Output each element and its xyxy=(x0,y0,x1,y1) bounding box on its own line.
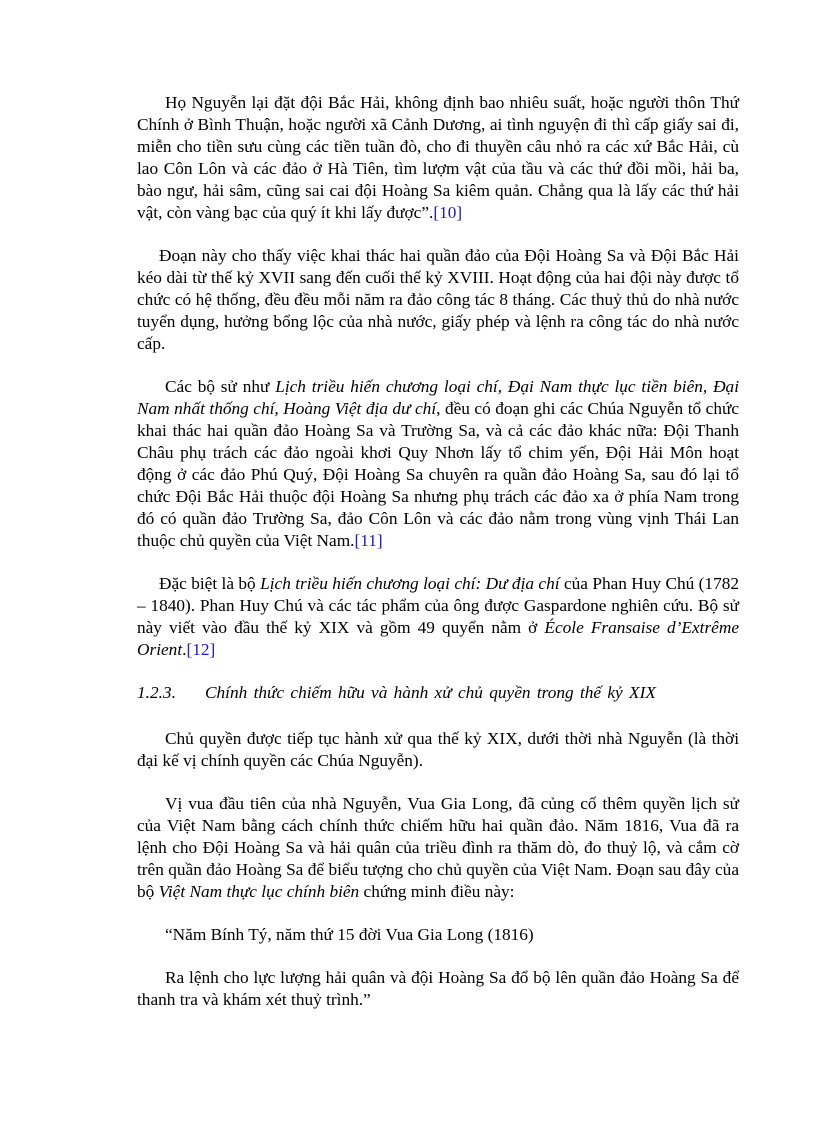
paragraph-text: của Phan Huy Chú (1782 – 1840). Phan Huy Chú và các tác phẩm của ông được Gaspardone nghiên cứu. Bộ sử này viết vào đầu thế kỷ XIX và gồm 49 quyển nằm ở xyxy=(137,574,739,637)
paragraph-text: Vị vua đầu tiên của nhà Nguyễn, Vua Gia Long, đã củng cố thêm quyền lịch sử của Việt Nam bằng cách chính thức chiếm hữu hai quần đảo. Năm 1816, Vua đã ra lệnh cho Đội Hoàng Sa và hải quân của triều đình ra thăm dò, đo thuỷ lộ, và cắm cờ trên quần đảo Hoàng Sa để biểu tượng cho chủ quyền của Việt Nam. Đoạn sau đây của bộ xyxy=(137,794,739,901)
paragraph-text: Họ Nguyễn lại đặt đội Bắc Hải, không định bao nhiêu suất, hoặc người thôn Thứ Chính ở Bình Thuận, hoặc người xã Cảnh Dương, ai tình nguyện đi thì cấp giấy sai đi, miễn cho tiền sưu cùng các tiền tuần đò, cho đi thuyền câu nhỏ ra các xứ Bắc Hải, cù lao Côn Lôn và các đảo ở Hà Tiên, tìm lượm vật của tầu và các thứ đồi mồi, hải ba, bào ngư, hải sâm, cũng sai cai đội Hoàng Sa kiêm quản. Chẳng qua là lấy các thứ hải vật, còn vàng bạc của quý ít khi lấy được”. xyxy=(137,93,739,222)
book-title: Lịch triều hiến chương loại chí: Dư địa chí xyxy=(260,574,560,593)
paragraph-exploitation-analysis xyxy=(137,245,739,355)
footnote-reference-10[interactable]: [10] xyxy=(433,203,463,222)
paragraph-text: , đều có đoạn ghi các Chúa Nguyễn tổ chức khai thác hai quần đảo Hoàng Sa và Trường Sa, và cả các đảo khác nữa: Đội Thanh Châu phụ trách các đảo ngoài khơi Quy Nhơn lấy tổ chim yến, Đội Hải Môn hoạt động ở các đảo Phú Quý, Đội Hoàng Sa chuyên ra quần đảo Hoàng Sa, sau đó lại tổ chức Đội Bắc Hải thuộc đội Hoàng Sa nhưng phụ trách các đảo xa ở phía Nam trong đó có quần đảo Trường Sa, đảo Côn Lôn và các đảo nằm trong vùng vịnh Thái Lan thuộc chủ quyền của Việt Nam. xyxy=(137,399,739,550)
paragraph-bac-hai-team xyxy=(137,92,739,224)
paragraph-tail: . xyxy=(182,640,187,659)
paragraph-historical-records xyxy=(137,376,739,552)
paragraph-text: Chủ quyền được tiếp tục hành xử qua thế kỷ XIX, dưới thời nhà Nguyễn (là thời đại kế vị chính quyền các Chúa Nguyễn). xyxy=(137,729,739,770)
footnote-reference-11[interactable]: [11] xyxy=(354,531,383,550)
section-heading xyxy=(137,682,739,704)
paragraph-gia-long xyxy=(137,793,739,903)
paragraph-text: Đoạn này cho thấy việc khai thác hai quần đảo của Đội Hoàng Sa và Đội Bắc Hải kéo dài từ thế kỷ XVII sang đến cuối thế kỷ XVIII. Hoạt động của hai đội này được tổ chức có hệ thống, đều đều mỗi năm ra đảo công tác 8 tháng. Các thuỷ thủ do nhà nước tuyển dụng, hưởng bổng lộc của nhà nước, giấy phép và lệnh ra công tác do nhà nước cấp. xyxy=(137,246,739,353)
paragraph-lead: Đặc biệt là bộ xyxy=(159,574,261,593)
quote-text: Ra lệnh cho lực lượng hải quân và đội Hoàng Sa đổ bộ lên quần đảo Hoàng Sa để thanh tra và khám xét thuỷ trình.” xyxy=(137,968,739,1009)
section-title: Chính thức chiếm hữu và hành xử chủ quyền trong thế kỷ XIX xyxy=(205,683,656,702)
quote-order xyxy=(137,967,739,1011)
quote-text: “Năm Bính Tý, năm thứ 15 đời Vua Gia Long (1816) xyxy=(165,925,534,944)
section-number: 1.2.3. xyxy=(137,683,176,702)
quote-year-line xyxy=(137,924,739,946)
footnote-reference-12[interactable]: [12] xyxy=(186,640,216,659)
book-titles: Lịch triều hiến chương loại chí, Đại Nam thực lục tiền biên, Đại Nam nhất thống chí, Hoàng Việt địa dư chí xyxy=(137,377,739,418)
paragraph-nguyen-dynasty xyxy=(137,728,739,772)
paragraph-tail: chứng minh điều này: xyxy=(359,882,515,901)
paragraph-lead: Các bộ sử như xyxy=(165,377,276,396)
institution-name: École Fransaise d’Extrême Orient xyxy=(137,618,740,659)
paragraph-phan-huy-chu xyxy=(137,573,739,661)
book-title: Việt Nam thực lục chính biên xyxy=(158,882,360,901)
document-page xyxy=(137,92,739,1032)
